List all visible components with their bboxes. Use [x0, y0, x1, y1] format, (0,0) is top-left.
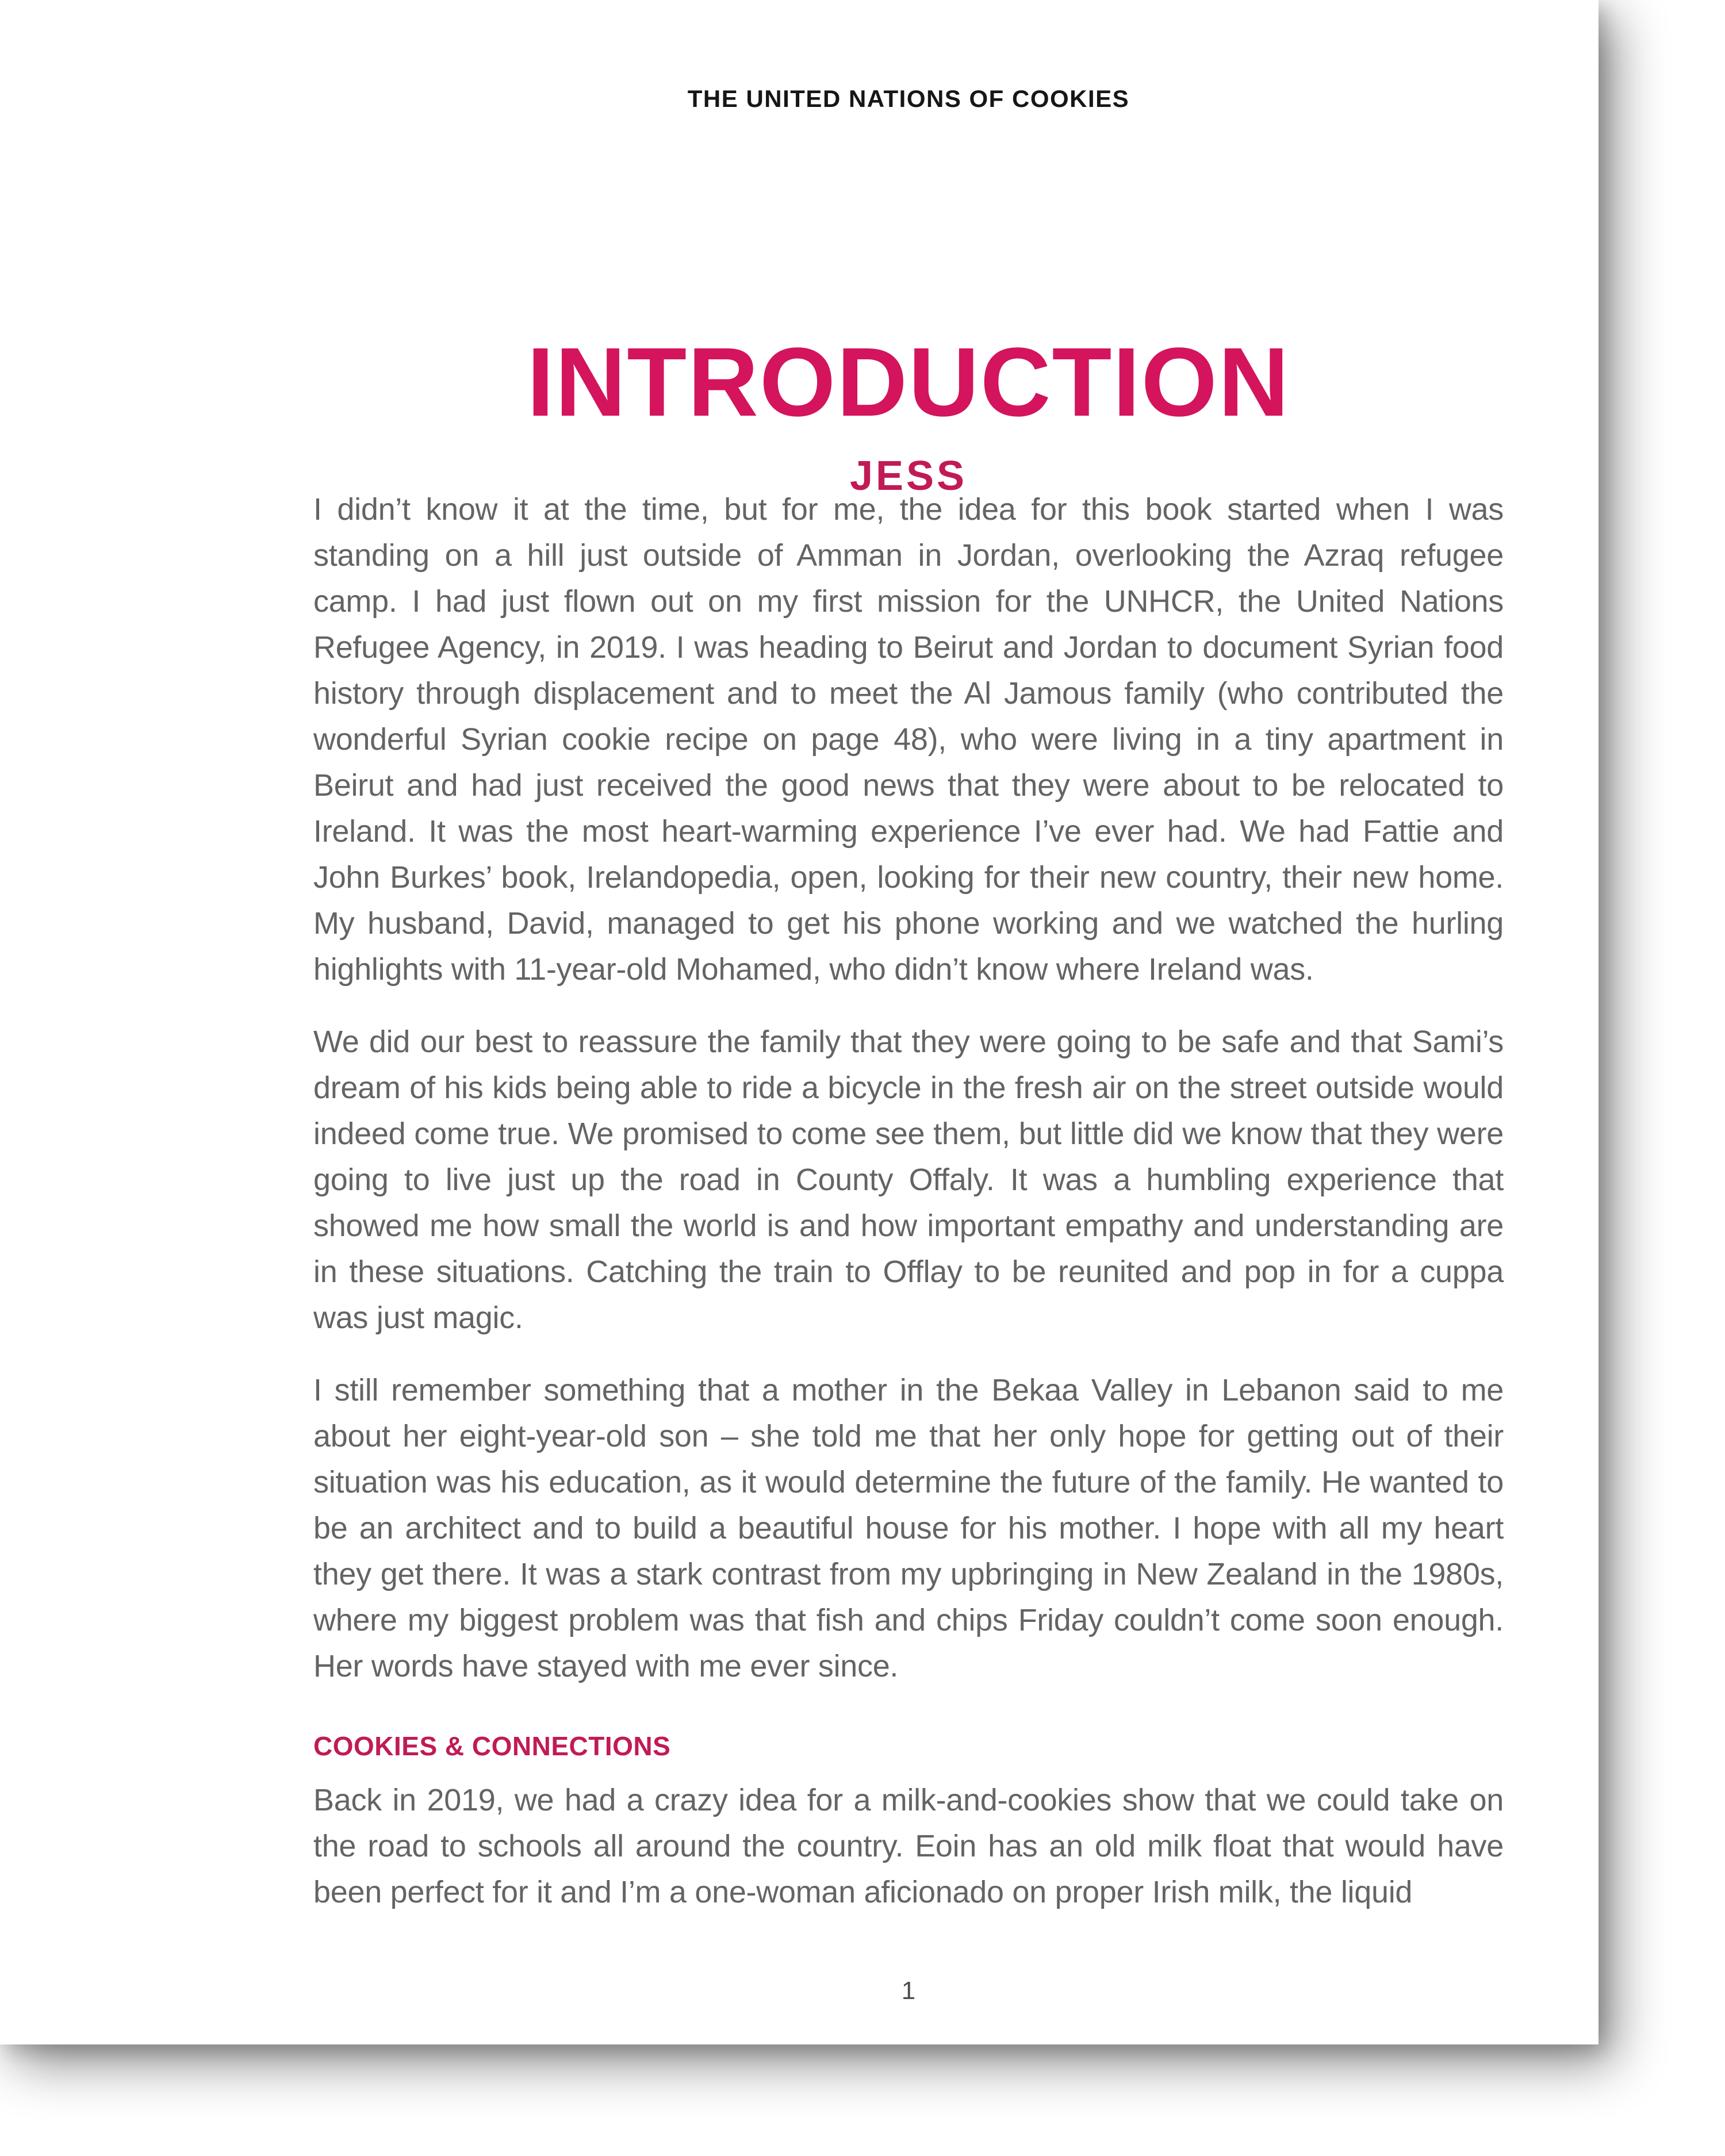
- section-paragraph-1: Back in 2019, we had a crazy idea for a milk-and-cookies show that we could take on the road to schools all around the country. Eoin has an old milk float that would have been perfect for it and I’m a one-woman aficionado on proper Irish milk, the liquid: [313, 1783, 1504, 1910]
- chapter-title: INTRODUCTION: [527, 327, 1290, 437]
- running-head: THE UNITED NATIONS OF COOKIES: [687, 85, 1130, 112]
- paragraph-3: I still remember something that a mother in the Bekaa Valley in Lebanon said to me about her eight-year-old son – she told me that her only hope for getting out of their situation was his education, as it would determine the future of the family. He wanted to be an architect and to build a beautiful house for his mother. I hope with all my heart they get there. It was a stark contrast from my upbringing in New Zealand in the 1980s, where my biggest problem was that fish and chips Friday couldn’t come soon enough. Her words have stayed with me ever since.: [313, 1373, 1504, 1683]
- body-text-block: [313, 486, 1504, 1942]
- page-number: 1: [901, 1977, 916, 2005]
- section-heading-cookies-connections: COOKIES & CONNECTIONS: [313, 1731, 671, 1761]
- paragraph-2: We did our best to reassure the family that they were going to be safe and that Sami’s dream of his kids being able to ride a bicycle in the fresh air on the street outside would indeed come true. We promised to come see them, but little did we know that they were going to live just up the road in County Offaly. It was a humbling experience that showed me how small the world is and how important empathy and understanding are in these situations. Catching the train to Offlay to be reunited and pop in for a cuppa was just magic.: [313, 1025, 1504, 1335]
- page-content: [313, 0, 1504, 2044]
- paragraph-1: I didn’t know it at the time, but for me, the idea for this book started when I was standing on a hill just outside of Amman in Jordan, overlooking the Azraq refugee camp. I had just flown out on my first mission for the UNHCR, the United Nations Refugee Agency, in 2019. I was heading to Beirut and Jordan to document Syrian food history through displacement and to meet the Al Jamous family (who contributed the wonderful Syrian cookie recipe on page 48), who were living in a tiny apartment in Beirut and had just received the good news that they were about to be relocated to Ireland. It was the most heart-warming experience I’ve ever had. We had Fattie and John Burkes’ book, Irelandopedia, open, looking for their new country, their new home. My husband, David, managed to get his phone working and we watched the hurling highlights with 11-year-old Mohamed, who didn’t know where Ireland was.: [313, 492, 1504, 987]
- author-byline: JESS: [849, 452, 968, 499]
